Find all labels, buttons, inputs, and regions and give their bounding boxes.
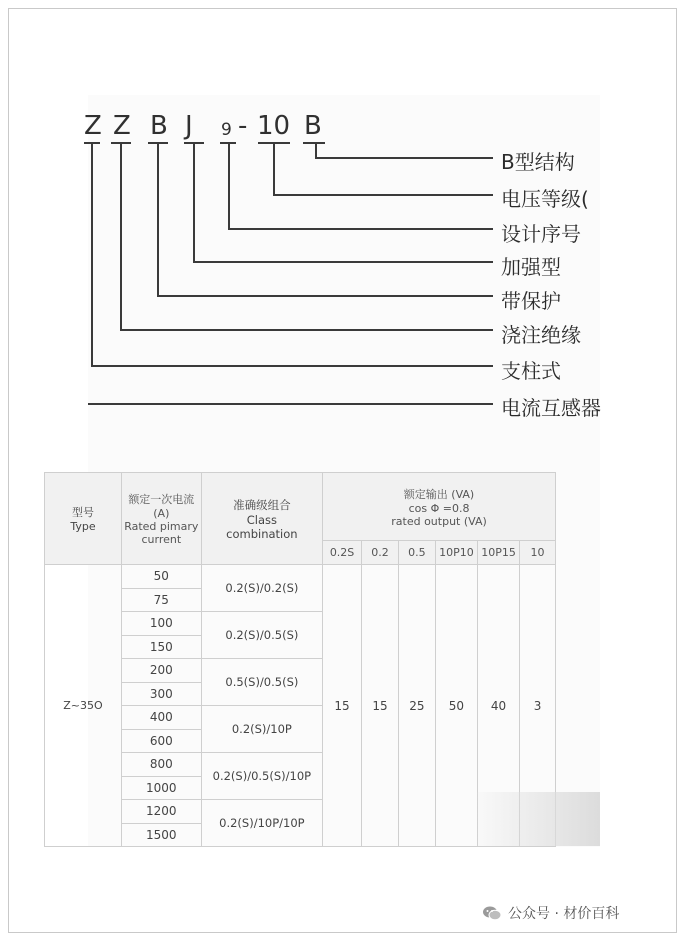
current-cell: 150 <box>121 635 201 659</box>
desc-b-structure: B型结构 <box>501 150 575 174</box>
current-cell: 200 <box>121 659 201 683</box>
wechat-icon <box>482 905 502 921</box>
code-letter-3: B <box>150 111 168 141</box>
code-letter-2: Z <box>113 111 131 141</box>
header-class: 准确级组合 Class combination <box>201 473 322 565</box>
code-letter-8: B <box>304 111 322 141</box>
current-cell: 100 <box>121 612 201 636</box>
class-cell: 0.2(S)/10P <box>201 706 322 753</box>
current-cell: 1000 <box>121 776 201 800</box>
desc-current-transformer: 电流互感器 <box>501 396 601 420</box>
output-05: 25 <box>398 565 435 847</box>
code-letter-4: J <box>185 111 193 141</box>
code-voltage: 10 <box>257 111 291 141</box>
code-letter-5: 9 <box>221 120 232 140</box>
current-cell: 400 <box>121 706 201 730</box>
class-cell: 0.2(S)/0.2(S) <box>201 565 322 612</box>
desc-cast-insulation: 浇注绝缘 <box>501 323 581 347</box>
class-cell: 0.2(S)/10P/10P <box>201 800 322 847</box>
spec-table-area <box>63 460 600 848</box>
current-cell: 50 <box>121 565 201 589</box>
desc-post-type: 支柱式 <box>501 359 561 383</box>
output-10p10: 50 <box>435 565 477 847</box>
current-cell: 300 <box>121 682 201 706</box>
header-col-10p10: 10P10 <box>435 541 477 565</box>
output-02s: 15 <box>323 565 362 847</box>
header-type: 型号 Type <box>45 473 122 565</box>
output-10: 3 <box>520 565 556 847</box>
type-value: Z~35O <box>45 565 122 847</box>
class-cell: 0.2(S)/0.5(S)/10P <box>201 753 322 800</box>
leader-lines <box>0 0 685 460</box>
desc-voltage-level: 电压等级( <box>501 187 589 211</box>
header-current: 额定一次电流 (A) Rated pimary current <box>121 473 201 565</box>
class-cell: 0.2(S)/0.5(S) <box>201 612 322 659</box>
desc-with-protection: 带保护 <box>501 289 561 313</box>
current-cell: 800 <box>121 753 201 777</box>
header-col-10p15: 10P15 <box>477 541 519 565</box>
code-letter-1: Z <box>84 111 102 141</box>
desc-reinforced: 加强型 <box>501 255 561 279</box>
class-cell: 0.5(S)/0.5(S) <box>201 659 322 706</box>
desc-design-serial: 设计序号 <box>501 222 581 246</box>
current-cell: 1500 <box>121 823 201 847</box>
photo-glare <box>477 792 600 846</box>
header-col-10: 10 <box>520 541 556 565</box>
header-output: 额定输出 (VA) cos Φ =0.8 rated output (VA) <box>323 473 556 541</box>
watermark-text: 公众号 · 材价百科 <box>508 906 620 922</box>
current-cell: 600 <box>121 729 201 753</box>
code-dash: - <box>238 111 248 141</box>
header-col-05: 0.5 <box>398 541 435 565</box>
spec-table <box>44 472 556 847</box>
current-cell: 75 <box>121 588 201 612</box>
output-10p15: 40 <box>477 565 519 847</box>
output-02: 15 <box>362 565 399 847</box>
header-col-02: 0.2 <box>362 541 399 565</box>
current-cell: 1200 <box>121 800 201 824</box>
header-col-02s: 0.2S <box>323 541 362 565</box>
watermark <box>482 903 619 923</box>
